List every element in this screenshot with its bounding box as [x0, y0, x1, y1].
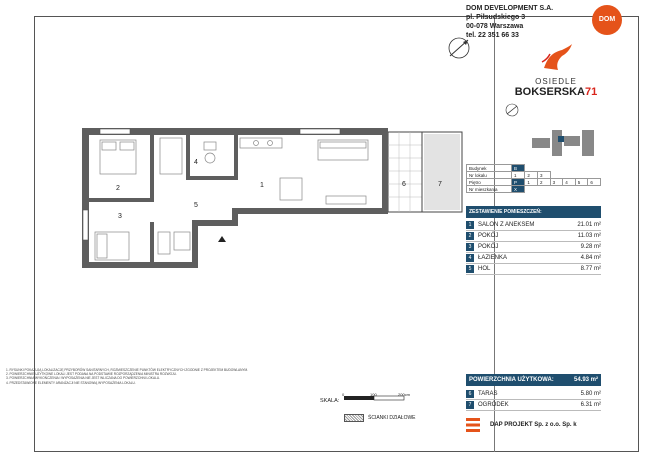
room-row: [466, 264, 601, 275]
plan-label-4: 4: [194, 159, 198, 166]
room-number: 3: [466, 243, 474, 251]
compass-icon: [449, 38, 469, 58]
location-value: P: [512, 179, 525, 186]
estate-brand: [496, 42, 616, 98]
brand-number: 71: [585, 86, 598, 98]
entrance-marker: [218, 236, 226, 242]
scale-tick-0: 0: [342, 392, 345, 397]
plan-label-2: 2: [116, 185, 120, 192]
location-table: [466, 164, 601, 193]
rooms-header: ZESTAWIENIE POMIESZCZEŃ:: [466, 206, 601, 218]
architect-name: DAP PROJEKT Sp. z o.o. Sp. k: [490, 422, 577, 428]
location-row: [467, 186, 601, 193]
usable-area-label: POWIERZCHNIA UŻYTKOWA:: [469, 377, 554, 383]
room-row: [466, 389, 601, 400]
room-row: [466, 242, 601, 253]
plan-label-6: 6: [402, 181, 406, 188]
room-area: 4.84 m²: [580, 255, 601, 261]
legend: [344, 414, 416, 422]
legal-notes: [6, 368, 256, 385]
location-row: [467, 172, 601, 179]
room-number: 2: [466, 232, 474, 240]
location-label: Piętro: [467, 179, 512, 186]
room-number: 6: [466, 390, 474, 398]
plan-label-1: 1: [260, 182, 264, 189]
location-value: 1: [525, 179, 538, 186]
location-value: 3: [538, 172, 551, 179]
room-area: 9.28 m²: [580, 244, 601, 250]
scale-tick-2: 200cm: [398, 392, 411, 397]
brand-line1: OSIEDLE: [535, 77, 577, 86]
location-value: 1: [512, 172, 525, 179]
room-row: [466, 231, 601, 242]
room-name: SALON Z ANEKSEM: [478, 222, 535, 228]
extras-list: [466, 389, 601, 411]
walls: [82, 128, 388, 268]
rooms-list: [466, 220, 601, 275]
location-value: 5: [575, 179, 588, 186]
architect-block: [466, 416, 601, 434]
partition-wall-swatch: [344, 414, 364, 422]
terrace: [388, 132, 422, 212]
room-name: TARAS: [478, 391, 498, 397]
location-row: [467, 179, 601, 186]
room-area: 6.31 m²: [580, 402, 601, 408]
room-area: 11.03 m²: [577, 233, 601, 239]
room-area: 8.77 m²: [580, 266, 601, 272]
room-area: 5.80 m²: [580, 391, 601, 397]
note-line: 4. PRZEDSTAWIONE ELEMENTY ARANŻACJI NIE STANOWIĄ WYPOSAŻENIA LOKALU.: [6, 380, 136, 385]
company-block: [466, 4, 553, 40]
location-value: 4: [563, 179, 576, 186]
room-name: HOL: [478, 266, 491, 272]
room-row: [466, 253, 601, 264]
room-row: [466, 400, 601, 411]
room-name: POKÓJ: [478, 244, 499, 250]
brand-name: BOKSERSKA: [514, 86, 586, 98]
room-name: ŁAZIENKA: [478, 255, 508, 261]
dom-logo: DOM: [592, 5, 622, 35]
note-line: 2. POWIERZCHNIE UŻYTKOWE LOKALI JEST PODANA NA PODSTAWIE ROZPORZĄDZENIA MINISTRA ROZWOJU.: [6, 372, 177, 377]
location-value: 2: [538, 179, 551, 186]
location-label: Nr lokalu: [467, 172, 512, 179]
room-area: 21.01 m²: [577, 222, 601, 228]
legend-label: ŚCIANKI DZIAŁOWE: [368, 415, 416, 421]
location-label: Budynek: [467, 165, 512, 172]
plan-label-5: 5: [194, 202, 198, 209]
plan-label-7: 7: [438, 181, 442, 188]
location-value: X: [512, 186, 525, 193]
usable-area: [466, 374, 601, 386]
scale-tick-1: 100: [370, 392, 377, 397]
usable-area-value: 54.93 m²: [573, 377, 598, 383]
room-name: POKÓJ: [478, 233, 499, 239]
company-city: 00-078 Warszawa: [466, 23, 524, 30]
company-name: DOM DEVELOPMENT S.A.: [466, 5, 554, 12]
room-name: OGRÓDEK: [478, 402, 509, 408]
company-phone: tel. 22 351 66 33: [466, 32, 519, 39]
room-number: 7: [466, 401, 474, 409]
scale-label: SKALA:: [320, 398, 340, 404]
scale: [320, 398, 339, 404]
brand-line2: [496, 86, 616, 98]
key-plan: [530, 126, 600, 160]
note-line: 1. RYSUNKI POKAZUJĄ LOKALIZACJĘ PRZYBORÓW SANITARNYCH, ROZMIESZCZENIE PUNKTÓW ELEKTRYCZNYCH ZGODNIE Z PROJEKTEM BUDOWLANYM.: [6, 368, 249, 372]
room-number: 4: [466, 254, 474, 262]
location-value: B: [512, 165, 525, 172]
note-line: 3. POWIERZCHNIA WYKOŃCZENIA I WYPOSAŻENIA NIE JEST WLICZANA DO POWIERZCHNI LOKALU.: [6, 376, 161, 381]
location-value: 6: [588, 179, 601, 186]
room-number: 1: [466, 221, 474, 229]
location-value: 3: [550, 179, 563, 186]
location-label: Nr mieszkania: [467, 186, 512, 193]
dap-logo-icon: [466, 418, 480, 432]
location-row: [467, 165, 601, 172]
location-value: 2: [525, 172, 538, 179]
room-row: [466, 220, 601, 231]
horse-logo-icon: [536, 42, 576, 72]
garden-fill: [424, 134, 460, 210]
company-street: pl. Piłsudskiego 3: [466, 14, 526, 21]
plan-label-3: 3: [118, 213, 122, 220]
compass-icon-small: [506, 104, 518, 116]
room-number: 5: [466, 265, 474, 273]
